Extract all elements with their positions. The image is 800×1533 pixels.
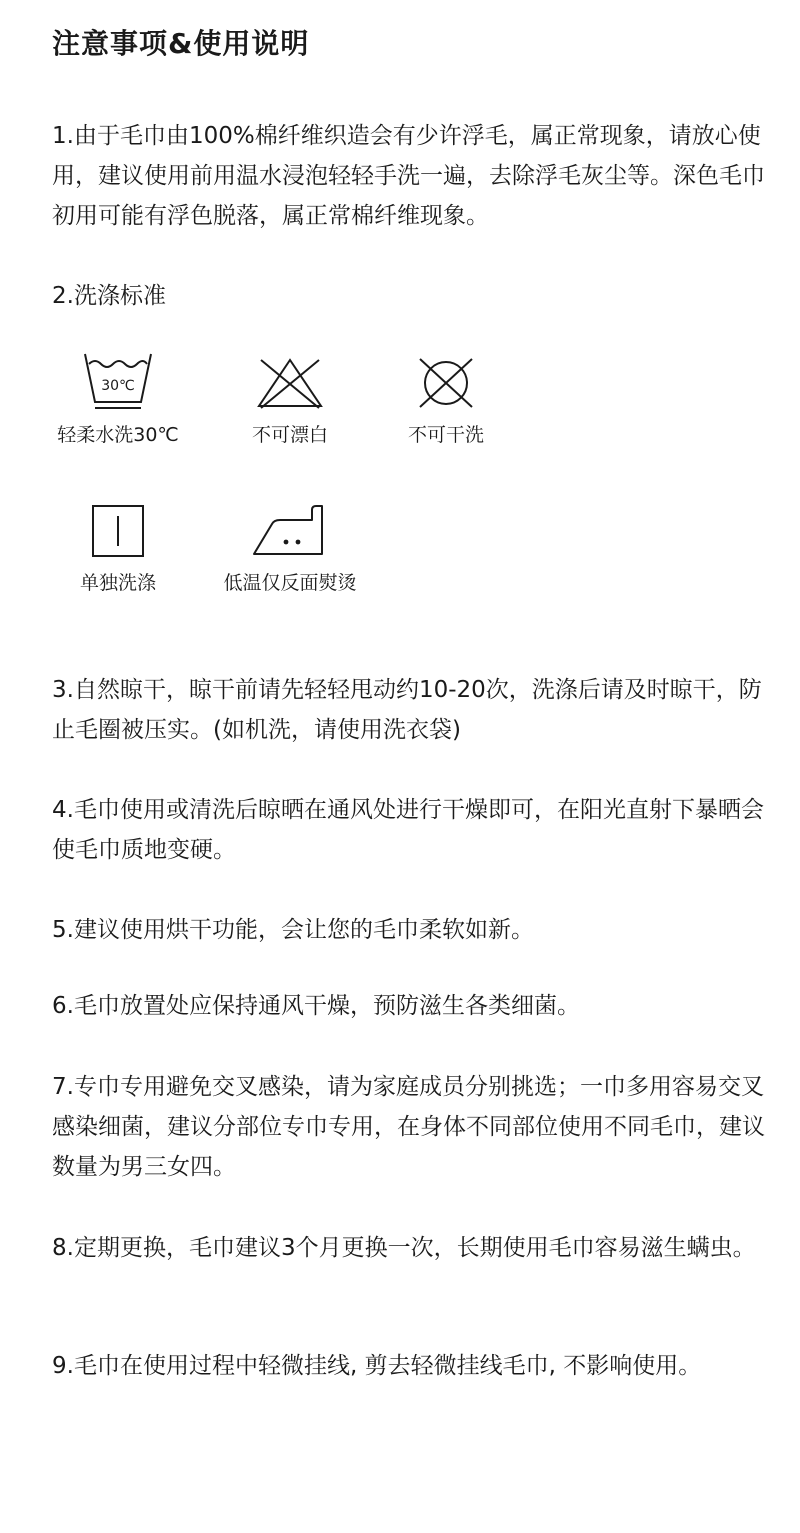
care-no-dryclean — [366, 356, 526, 447]
note-8: 8.定期更换，毛巾建议3个月更换一次，长期使用毛巾容易滋生螨虫。 — [52, 1235, 756, 1261]
care-no-bleach — [210, 356, 370, 447]
note-3: 3.自然晾干，晾干前请先轻轻甩动约10-20次，洗涤后请及时晾干，防止毛圈被压实。(如机洗，请使用洗衣袋) — [52, 677, 762, 743]
no-bleach-label: 不可漂白 — [251, 424, 328, 446]
wash-temp-text: 30℃ — [101, 378, 135, 394]
page-title: 注意事项&使用说明 — [52, 27, 310, 60]
note-1: 1.由于毛巾由100%棉纤维织造会有少许浮毛，属正常现象，请放心使用，建议使用前用温水浸泡轻轻手洗一遍，去除浮毛灰尘等。深色毛巾初用可能有浮色脱落，属正常棉纤维现象。 — [52, 123, 765, 229]
care-wash-30 — [38, 352, 198, 447]
wash-separately-label: 单独洗涤 — [79, 572, 156, 594]
iron-low-icon — [252, 504, 328, 558]
note-2-heading: 2.洗涤标准 — [52, 283, 166, 309]
iron-low-label: 低温仅反面熨烫 — [223, 572, 357, 594]
no-bleach-icon — [253, 356, 327, 410]
wash-separately-icon — [90, 504, 146, 558]
wash-30-icon — [81, 352, 155, 410]
note-4: 4.毛巾使用或清洗后晾晒在通风处进行干燥即可，在阳光直射下暴晒会使毛巾质地变硬。 — [52, 797, 764, 863]
note-9: 9.毛巾在使用过程中轻微挂线, 剪去轻微挂线毛巾, 不影响使用。 — [52, 1353, 702, 1379]
note-5: 5.建议使用烘干功能，会让您的毛巾柔软如新。 — [52, 917, 534, 943]
no-dryclean-label: 不可干洗 — [407, 424, 484, 446]
care-iron-low — [210, 504, 370, 595]
note-7: 7.专巾专用避免交叉感染，请为家庭成员分别挑选；一巾多用容易交叉感染细菌，建议分部位专巾专用，在身体不同部位使用不同毛巾，建议数量为男三女四。 — [52, 1074, 765, 1180]
wash-label: 轻柔水洗30℃ — [57, 424, 179, 446]
care-wash-separately — [38, 504, 198, 595]
no-dryclean-icon — [415, 356, 477, 410]
note-6: 6.毛巾放置处应保持通风干燥，预防滋生各类细菌。 — [52, 993, 580, 1019]
